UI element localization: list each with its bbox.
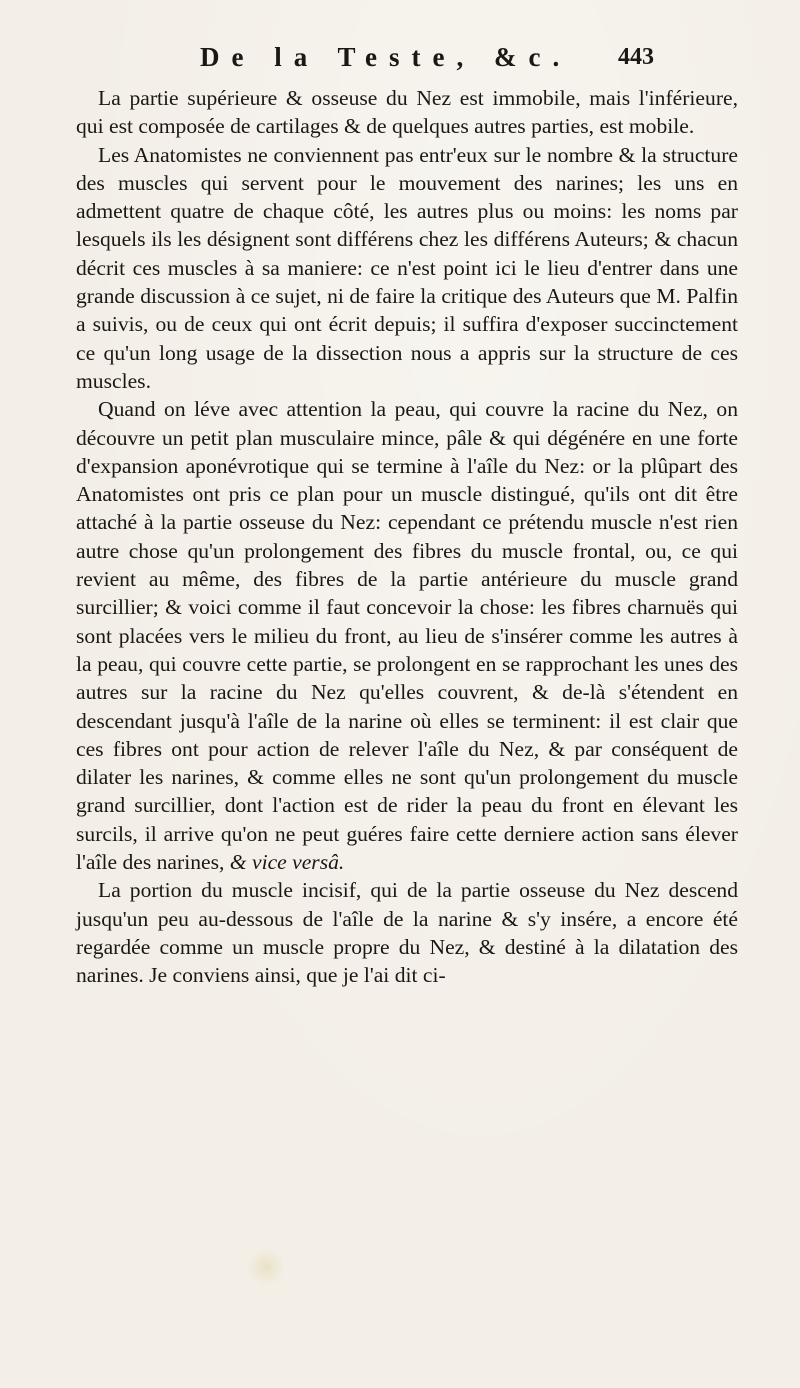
paragraph-4 — [76, 876, 738, 989]
running-title: De la Teste, &c. — [200, 42, 572, 72]
paragraph-2-text: Les Anatomistes ne conviennent pas entr'eux sur le nombre & la structure des muscles qui servent pour le mouvement des narines; les uns en admettent quatre de chaque côté, les autres plus ou moins: les noms par lesquels ils les désignent sont différens chez les différens Auteurs; & chacun décrit ces muscles à sa maniere: ce n'est point ici le lieu d'entrer dans une grande discussion à ce sujet, ni de faire la critique des Auteurs que M. Palfin a suivis, ou de ceux qui ont écrit depuis; il suffira d'exposer succinctement ce qu'un long usage de la dissection nous a appris sur la structure de ces muscles. — [76, 142, 738, 393]
paper-stain — [246, 1248, 286, 1286]
body-text — [76, 84, 738, 990]
running-header — [0, 38, 800, 78]
paragraph-3-italic: & vice versâ. — [229, 850, 345, 875]
paragraph-3-text: Quand on léve avec attention la peau, qui couvre la racine du Nez, on découvre un petit plan musculaire mince, pâle & qui dégénére en une forte d'expansion aponévrotique qui se termine à l'aîle du Nez: or la plûpart des Anatomistes ont pris ce plan pour un muscle distingué, qu'ils ont dit être attaché à la partie osseuse du Nez: cependant ce prétendu muscle n'est rien autre chose qu'un prolongement des fibres du muscle frontal, ou, ce qui revient au même, des fibres de la partie antérieure du muscle grand surcillier; & voici comme il faut concevoir la chose: les fibres charnuës qui sont placées vers le milieu du front, au lieu de s'insérer comme les autres à la peau, qui couvre cette partie, se prolongent en se rapprochant les unes des autres sur la racine du Nez qu'elles couvrent, & de-là s'étendent en descendant jusqu'à l'aîle de la narine où elles se terminent: il est clair que ces fibres ont pour action de relever l'aîle du Nez, & par conséquent de dilater les narines, & comme elles ne sont qu'un prolongement du muscle grand surcillier, dont l'action est de rider la peau du front en élevant les surcils, il arrive qu'on ne peut guéres faire cette derniere action sans élever l'aîle des narines, — [76, 397, 738, 875]
paragraph-3 — [76, 395, 738, 876]
page-number: 443 — [618, 44, 654, 70]
paragraph-1 — [76, 84, 738, 141]
paragraph-4-text: La portion du muscle incisif, qui de la partie osseuse du Nez descend jusqu'un peu au-dessous de l'aîle de la narine & s'y insére, a encore été regardée comme un muscle propre du Nez, & destiné à la dilatation des narines. Je conviens ainsi, que je l'ai dit ci- — [76, 878, 738, 988]
paragraph-2 — [76, 141, 738, 396]
paragraph-1-text: La partie supérieure & osseuse du Nez est immobile, mais l'inférieure, qui est composée de cartilages & de quelques autres parties, est mobile. — [76, 86, 738, 139]
